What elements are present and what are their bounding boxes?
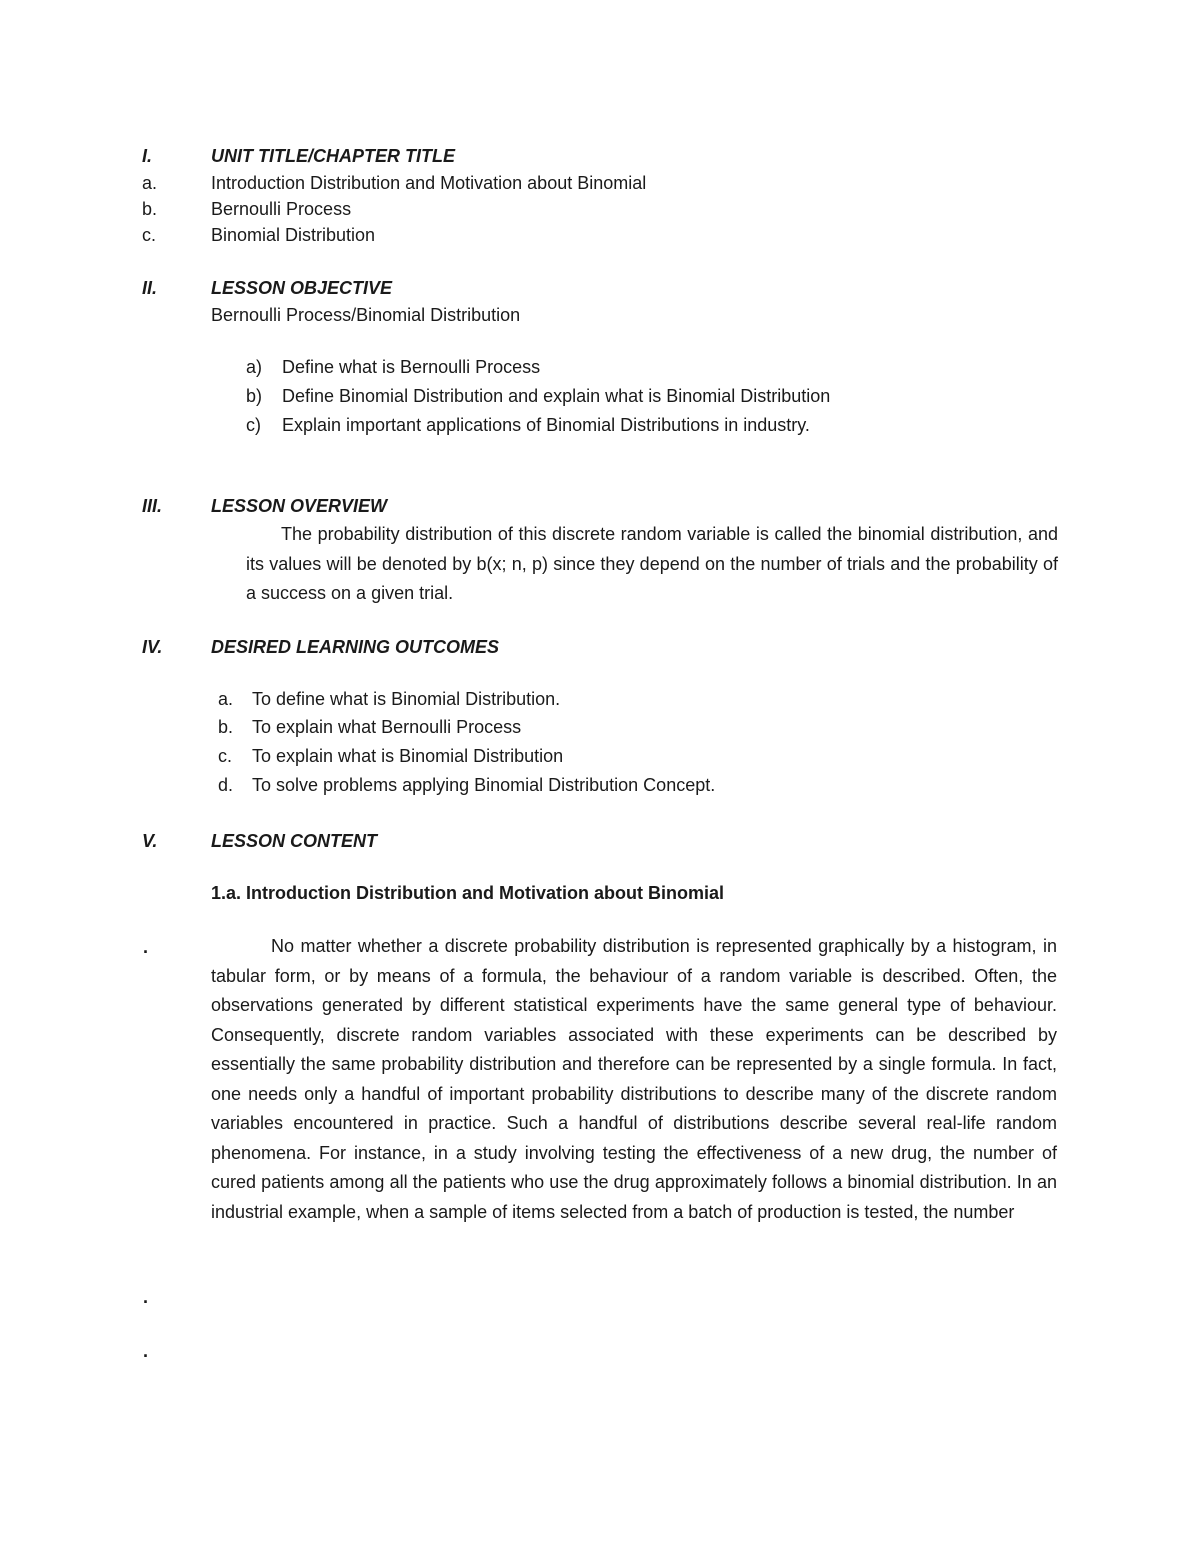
section-2-subtitle: Bernoulli Process/Binomial Distribution	[211, 305, 521, 325]
outcome-marker: a.	[218, 689, 234, 709]
section-2-numeral: II.	[142, 278, 158, 298]
bullet-dot: .	[143, 1287, 149, 1307]
section-5-heading: LESSON CONTENT	[211, 831, 378, 851]
outcome-text: To explain what Bernoulli Process	[252, 717, 522, 737]
objective-marker: c)	[246, 415, 261, 435]
outcome-text: To solve problems applying Binomial Distribution Concept.	[252, 775, 716, 795]
section-1-item-marker: b.	[142, 199, 158, 219]
outcome-text: To explain what is Binomial Distribution	[252, 746, 564, 766]
section-5-numeral: V.	[142, 831, 158, 851]
outcome-marker: c.	[218, 746, 233, 766]
objective-marker: a)	[246, 357, 263, 377]
section-3-heading: LESSON OVERVIEW	[211, 496, 388, 516]
objective-text: Explain important applications of Binomial Distributions in industry.	[282, 415, 810, 435]
section-1-item-text: Binomial Distribution	[211, 225, 376, 245]
section-3-numeral: III.	[142, 496, 163, 516]
section-4-heading: DESIRED LEARNING OUTCOMES	[211, 637, 500, 657]
section-1-item-marker: c.	[142, 225, 157, 245]
content-subheading: 1.a. Introduction Distribution and Motivation about Binomial	[211, 883, 724, 903]
outcome-marker: b.	[218, 717, 234, 737]
outcome-marker: d.	[218, 775, 234, 795]
objective-text: Define Binomial Distribution and explain what is Binomial Distribution	[282, 386, 831, 406]
section-1-item-text: Bernoulli Process	[211, 199, 352, 219]
outcome-text: To define what is Binomial Distribution.	[252, 689, 561, 709]
section-1-item-marker: a.	[142, 173, 158, 193]
section-1-item-text: Introduction Distribution and Motivation about Binomial	[211, 173, 647, 193]
bullet-dot: .	[143, 1341, 149, 1361]
objective-text: Define what is Bernoulli Process	[282, 357, 541, 377]
section-2-heading: LESSON OBJECTIVE	[211, 278, 393, 298]
section-1-numeral: I.	[142, 146, 153, 166]
objective-marker: b)	[246, 386, 263, 406]
content-paragraph: No matter whether a discrete probability distribution is represented graphically by a histogram, in tabular form, or by means of a formula, the behaviour of a random variable is described. Often, the observations generated by different statistical experiments have the same general type of behaviour. Consequently, discrete random variables associated with these experiments can be described by essentially the same probability distribution and therefore can be represented by a single formula. In fact, one needs only a handful of important probability distributions to describe many of the discrete random variables encountered in practice. Such a handful of distributions describe several real-life random phenomena. For instance, in a study involving testing the effectiveness of a new drug, the number of cured patients among all the patients who use the drug approximately follows a binomial distribution. In an industrial example, when a sample of items selected from a batch of production is tested, the number	[211, 936, 1057, 1222]
overview-paragraph: The probability distribution of this discrete random variable is called the binomial distribution, and its values will be denoted by b(x; n, p) since they depend on the number of trials and the probability of a success on a given trial.	[246, 524, 1058, 603]
section-4-numeral: IV.	[142, 637, 163, 657]
bullet-dot: .	[143, 937, 149, 957]
section-1-heading: UNIT TITLE/CHAPTER TITLE	[211, 146, 455, 166]
